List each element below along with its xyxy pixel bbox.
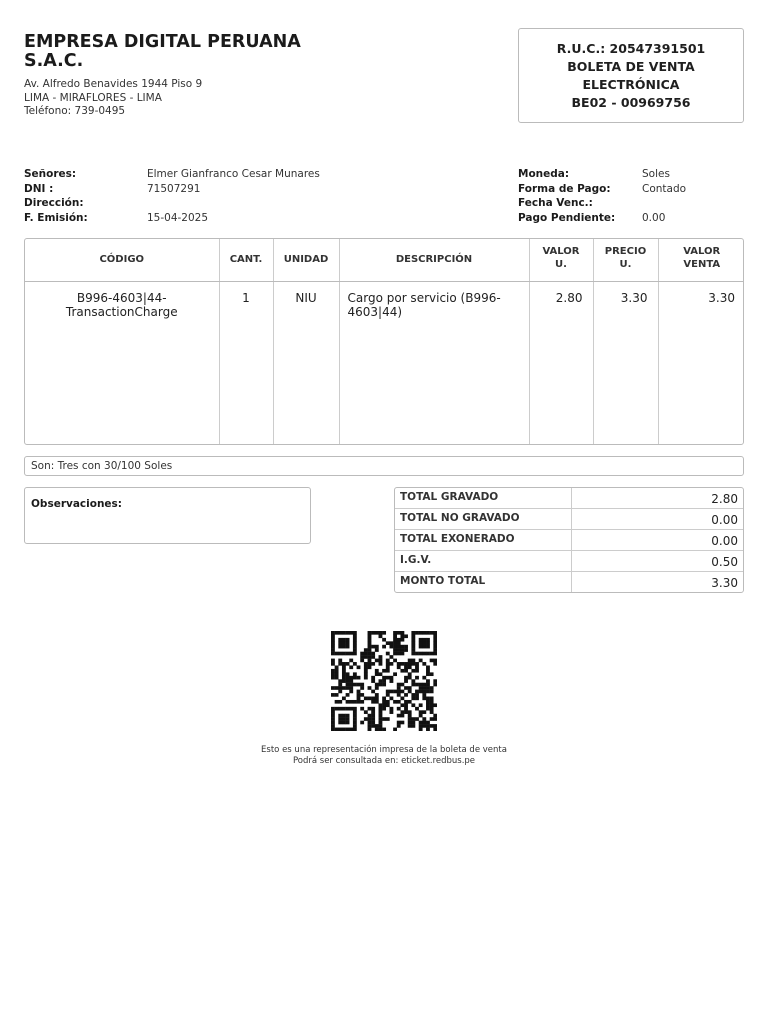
emision-label: F. Emisión: [24,211,88,224]
fecha-venc-label: Fecha Venc.: [518,197,593,209]
moneda-value: Soles [642,168,670,180]
document-type-line1: BOLETA DE VENTA [567,59,695,74]
observations-box [24,487,311,544]
cell-unidad: NIU [273,281,339,444]
dni-value: 71507291 [147,182,201,195]
header-unidad: UNIDAD [273,239,339,281]
company-phone: Teléfono: 739-0495 [24,105,126,117]
forma-pago-label: Forma de Pago: [518,182,611,195]
header-descripcion: DESCRIPCIÓN [339,239,529,281]
ruc-number: R.U.C.: 20547391501 [556,41,706,56]
document-id-box [518,28,744,123]
footer-note [0,745,768,766]
total-exonerado-value: 0.00 [571,530,743,551]
cell-descripcion: Cargo por servicio (B996- 4603|44) [339,281,529,444]
company-name-line2: S.A.C. [24,51,84,71]
total-gravado-value: 2.80 [571,488,743,509]
company-name-line1: EMPRESA DIGITAL PERUANA [24,32,301,52]
total-gravado-label: TOTAL GRAVADO [395,488,571,509]
total-no-gravado-label: TOTAL NO GRAVADO [395,509,571,530]
qr-code-icon [331,631,437,731]
dni-label: DNI : [24,182,54,195]
igv-value: 0.50 [571,550,743,571]
company-city: LIMA - MIRAFLORES - LIMA [24,91,162,104]
cell-codigo: B996-4603|44- TransactionCharge [25,281,219,444]
client-info-right [518,167,748,225]
company-address: Av. Alfredo Benavides 1944 Piso 9 [24,78,203,90]
moneda-label: Moneda: [518,168,570,180]
items-table [24,238,744,445]
monto-total-label: MONTO TOTAL [395,571,571,592]
emision-value: 15-04-2025 [147,211,209,224]
igv-label: I.G.V. [395,550,571,571]
items-header-row [25,239,744,281]
senores-value: Elmer Gianfranco Cesar Munares [147,168,320,180]
header-valor-venta: VALOR VENTA [658,239,744,281]
senores-label: Señores: [24,168,77,180]
header-valor-u: VALOR U. [529,239,593,281]
table-row [25,281,744,444]
pago-pendiente-label: Pago Pendiente: [518,211,616,224]
document-number: BE02 - 00969756 [571,95,691,110]
totals-row [395,488,743,509]
header-cant: CANT. [219,239,273,281]
company-header [24,33,354,119]
totals-row [395,509,743,530]
totals-row [395,571,743,592]
footer-line2: Podrá ser consultada en: eticket.redbus.pe [292,755,476,766]
totals-row [395,530,743,551]
amount-in-words: Son: Tres con 30/100 Soles [24,456,744,476]
footer-line1: Esto es una representación impresa de la boleta de venta [261,745,507,755]
observations-label: Observaciones: [31,498,123,510]
cell-valor-u: 2.80 [529,281,593,444]
client-info-left [24,167,424,225]
document-type-line2: ELECTRÓNICA [582,77,680,92]
direccion-label: Dirección: [24,197,84,209]
header-precio-u: PRECIO U. [593,239,658,281]
cell-valor-venta: 3.30 [708,290,735,305]
total-exonerado-label: TOTAL EXONERADO [395,530,571,551]
cell-cant: 1 [219,281,273,444]
header-codigo: CÓDIGO [25,239,219,281]
pago-pendiente-value: 0.00 [642,211,666,224]
monto-total-value: 3.30 [711,575,738,590]
totals-table [394,487,744,593]
cell-precio-u: 3.30 [593,281,658,444]
totals-row [395,550,743,571]
forma-pago-value: Contado [642,182,687,195]
total-no-gravado-value: 0.00 [571,509,743,530]
